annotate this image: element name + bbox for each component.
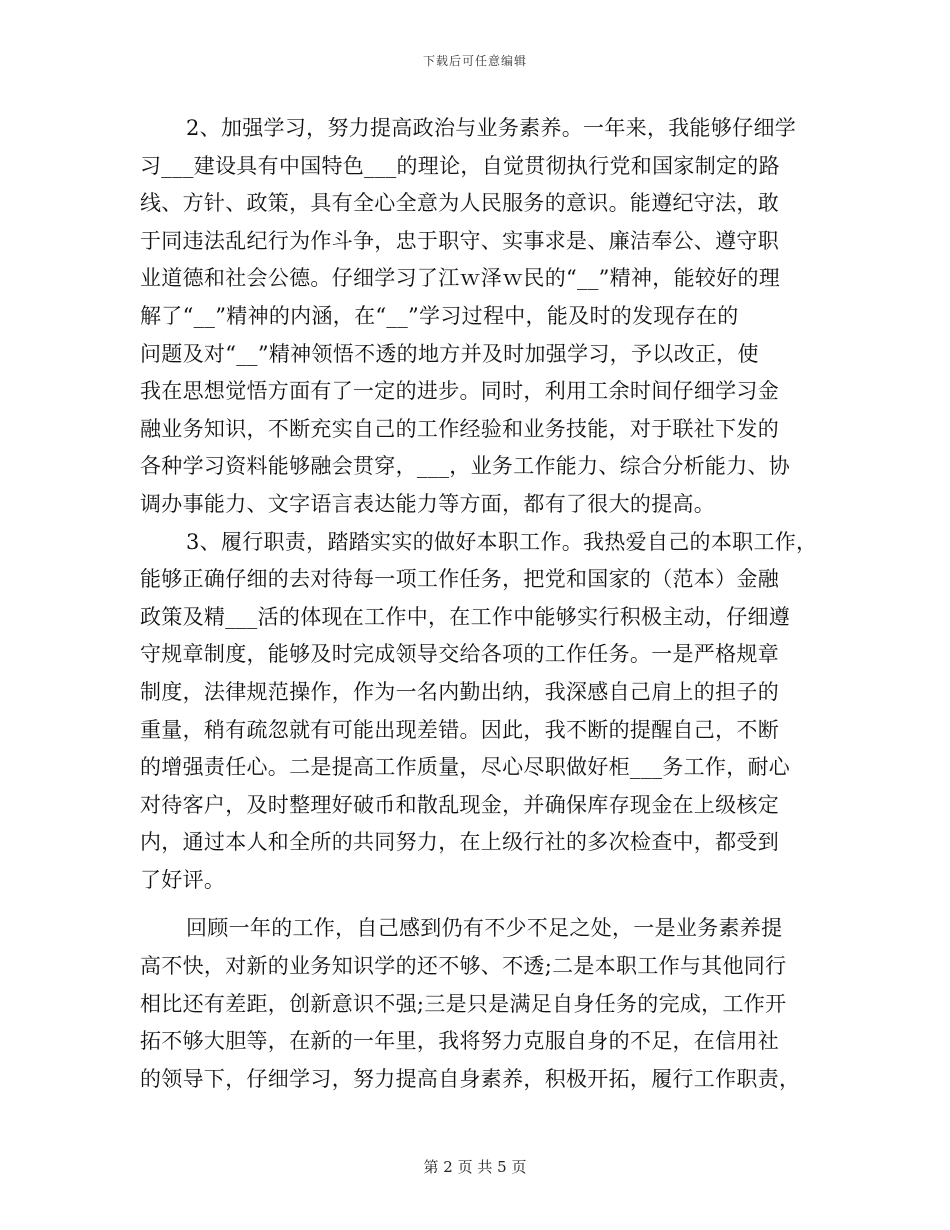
text-line: 能够正确仔细的去对待每一项工作任务，把党和国家的（范本）金融 xyxy=(140,567,779,592)
text-line: 我在思想觉悟方面有了一定的进步。同时，利用工余时间仔细学习金 xyxy=(140,379,779,404)
text-line: 相比还有差距，创新意识不强;三是只是满足自身任务的完成，工作开 xyxy=(140,991,787,1016)
document-body xyxy=(140,110,820,1098)
text-line: 于同违法乱纪行为作斗争，忠于职守、实事求是、廉洁奉公、遵守职 xyxy=(140,228,779,253)
text-line: 问题及对“__”精神领悟不透的地方并及时加强学习，予以改正，使 xyxy=(140,341,759,366)
text-line: 习___建设具有中国特色___的理论，自觉贯彻执行党和国家制定的路 xyxy=(140,153,780,178)
text-line: 对待客户，及时整理好破币和散乱现金，并确保库存现金在上级核定 xyxy=(140,792,779,817)
text-line: 重量，稍有疏忽就有可能出现差错。因此，我不断的提醒自己，不断 xyxy=(140,717,779,742)
text-line: 线、方针、政策，具有全心全意为人民服务的意识。能遵纪守法，敢 xyxy=(140,191,779,216)
text-line: 拓不够大胆等，在新的一年里，我将努力克服自身的不足，在信用社 xyxy=(140,1029,779,1054)
text-line: 的领导下，仔细学习，努力提高自身素养，积极开拓，履行工作职责， xyxy=(140,1066,801,1091)
text-line: 内，通过本人和全所的共同努力，在上级行社的多次检查中，都受到 xyxy=(140,830,779,855)
page-number-footer: 第 2 页 共 5 页 xyxy=(423,1158,527,1176)
text-line: 2、加强学习，努力提高政治与业务素养。一年来，我能够仔细学 xyxy=(186,116,797,140)
text-line: 政策及精___活的体现在工作中，在工作中能够实行积极主动，仔细遵 xyxy=(140,604,791,629)
text-line: 各种学习资料能够融会贯穿，___，业务工作能力、综合分析能力、协 xyxy=(140,454,791,479)
text-line: 制度，法律规范操作，作为一名内勤出纳，我深感自己肩上的担子的 xyxy=(140,679,779,704)
text-line: 3、履行职责，踏踏实实的做好本职工作。我热爱自己的本职工作， xyxy=(186,529,818,554)
text-line: 回顾一年的工作，自己感到仍有不少不足之处，一是业务素养提 xyxy=(186,916,783,941)
paragraph-study xyxy=(140,110,820,524)
paragraph-review xyxy=(140,910,820,1098)
text-line: 业道德和社会公德。仔细学习了江ｗ泽ｗ民的“__”精神，能较好的理 xyxy=(140,266,781,291)
text-line: 了好评。 xyxy=(140,867,226,892)
text-line: 融业务知识，不断充实自己的工作经验和业务技能，对于联社下发的 xyxy=(140,416,779,441)
text-line: 解了“__”精神的内涵，在“__”学习过程中，能及时的发现存在的 xyxy=(140,303,739,328)
text-line: 的增强责任心。二是提高工作质量，尽心尽职做好柜___务工作，耐心 xyxy=(140,755,791,780)
text-line: 调办事能力、文字语言表达能力等方面，都有了很大的提高。 xyxy=(140,491,716,516)
paragraph-duties xyxy=(140,524,820,900)
text-line: 高不快，对新的业务知识学的还不够、不透;二是本职工作与其他同行 xyxy=(140,954,787,979)
text-line: 守规章制度，能够及时完成领导交给各项的工作任务。一是严格规章 xyxy=(140,642,779,667)
page-header: 下载后可任意编辑 xyxy=(422,54,527,68)
